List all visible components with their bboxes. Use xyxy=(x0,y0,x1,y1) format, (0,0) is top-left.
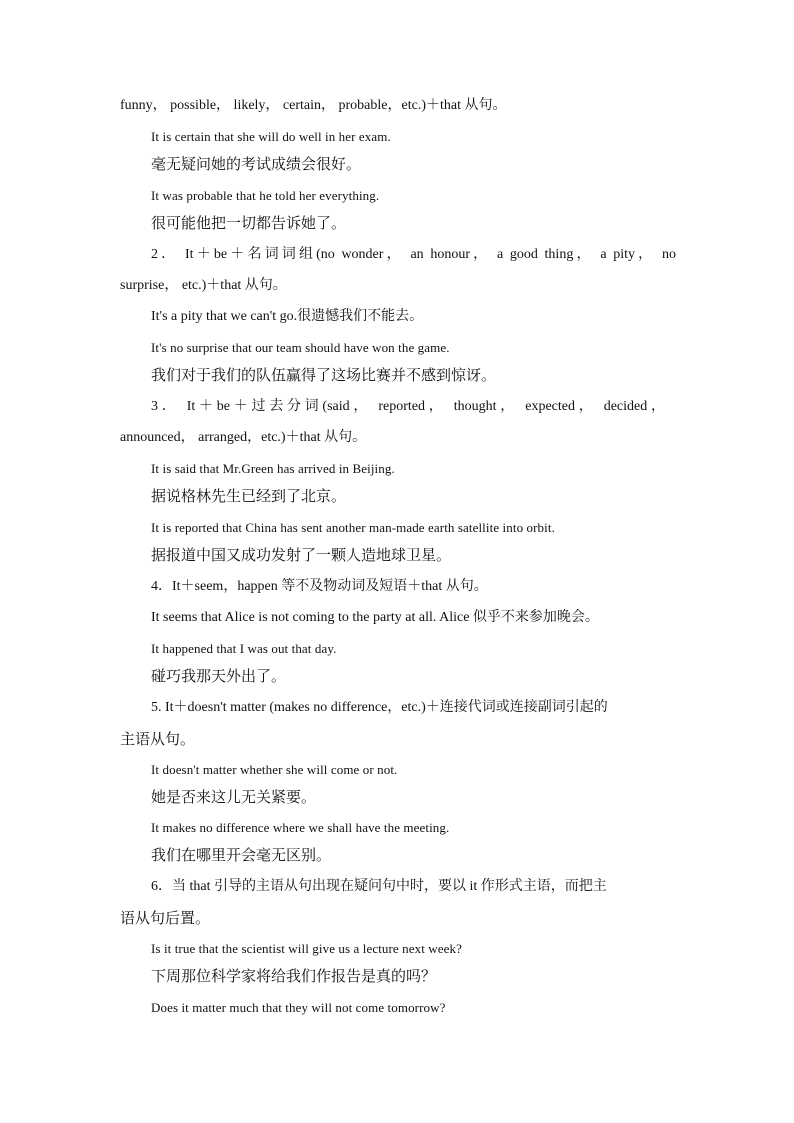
example-sentence: It is said that Mr.Green has arrived in Beijing. xyxy=(151,461,395,476)
rule-heading-3: 3． It＋be＋过去分词(said， reported， thought， expected， decided， xyxy=(151,399,665,414)
translation-line: 据说格林先生已经到了北京。 xyxy=(151,487,347,505)
example-sentence: It is certain that she will do well in her exam. xyxy=(151,129,391,144)
translation-line: 她是否来这儿无关紧要。 xyxy=(151,788,317,806)
text-line: announced， arranged，etc.)＋that 从句。 xyxy=(120,430,367,445)
example-sentence: Does it matter much that they will not come tomorrow? xyxy=(151,1000,446,1015)
translation-line: 下周那位科学家将给我们作报告是真的吗？ xyxy=(151,967,437,985)
text-line: 语从句后置。 xyxy=(120,909,211,927)
example-sentence: It happened that I was out that day. xyxy=(151,641,337,656)
translation-line: 毫无疑问她的考试成绩会很好。 xyxy=(151,155,362,173)
example-sentence: It makes no difference where we shall have the meeting. xyxy=(151,820,450,835)
translation-line: 我们对于我们的队伍赢得了这场比赛并不感到惊讶。 xyxy=(151,366,497,384)
text-line: 主语从句。 xyxy=(120,730,196,748)
translation-line: 据报道中国又成功发射了一颗人造地球卫星。 xyxy=(151,546,452,564)
example-sentence: It's a pity that we can't go.很遗憾我们不能去。 xyxy=(151,309,424,324)
translation-line: 碰巧我那天外出了。 xyxy=(151,667,287,685)
example-sentence: It seems that Alice is not coming to the party at all. Alice 似乎不来参加晚会。 xyxy=(151,610,599,625)
text-line: surprise， etc.)＋that 从句。 xyxy=(120,278,287,293)
text-line: funny， possible， likely， certain， probable，etc.)＋that 从句。 xyxy=(120,98,507,113)
example-sentence: Is it true that the scientist will give us a lecture next week? xyxy=(151,941,462,956)
translation-line: 很可能他把一切都告诉她了。 xyxy=(151,214,347,232)
example-sentence: It's no surprise that our team should have won the game. xyxy=(151,340,450,355)
rule-heading-2: 2． It＋be＋名词词组(no wonder， an honour， a good thing， a pity， no xyxy=(151,247,676,262)
rule-heading-4: 4．It＋seem，happen 等不及物动词及短语＋that 从句。 xyxy=(151,579,488,594)
example-sentence: It was probable that he told her everything. xyxy=(151,188,380,203)
example-sentence: It doesn't matter whether she will come or not. xyxy=(151,762,398,777)
rule-heading-5: 5. It＋doesn't matter (makes no difference，etc.)＋连接代词或连接副词引起的 xyxy=(151,700,608,715)
example-sentence: It is reported that China has sent another man-made earth satellite into orbit. xyxy=(151,520,555,535)
translation-line: 我们在哪里开会毫无区别。 xyxy=(151,846,332,864)
rule-heading-6: 6．当 that 引导的主语从句出现在疑问句中时，要以 it 作形式主语，而把主 xyxy=(151,879,607,894)
